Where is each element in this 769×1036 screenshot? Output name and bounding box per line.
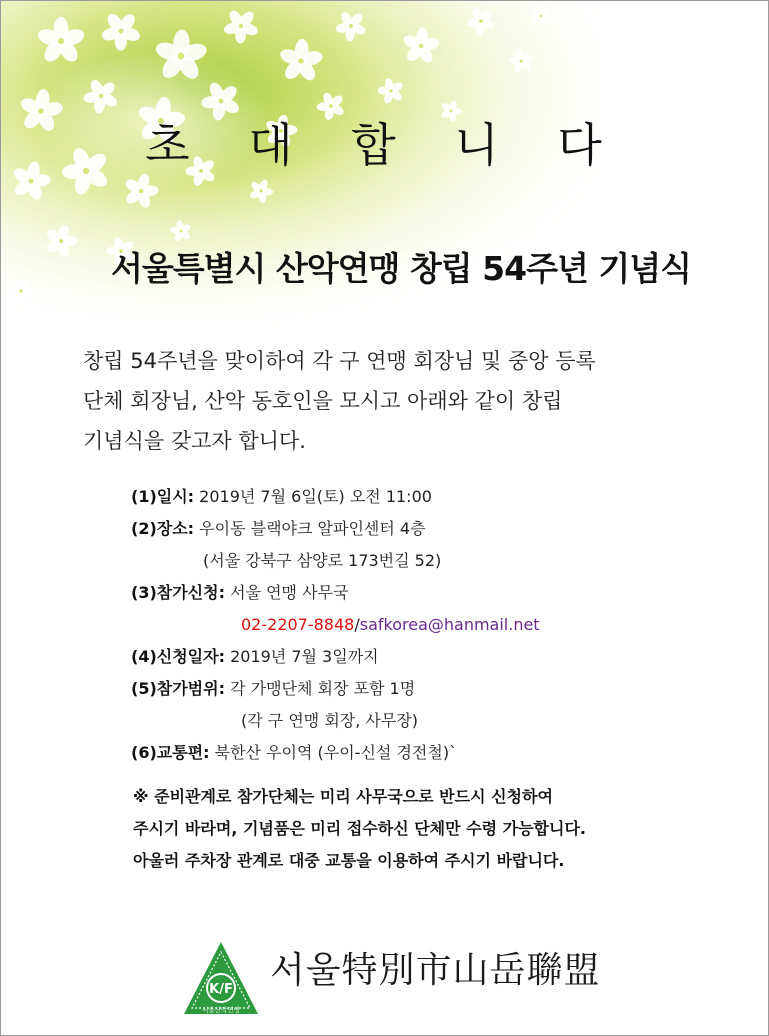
place-value: 우이동 블랙야크 알파인센터 4층 — [199, 519, 426, 538]
place-address: (서울 강북구 삼양로 173번길 52) — [203, 551, 442, 570]
detail-scope — [131, 676, 731, 708]
footer — [182, 938, 622, 1018]
transport-label: (6)교통편: — [131, 743, 210, 762]
federation-logo-icon — [182, 938, 260, 1018]
organization-name: 서울特別市山岳聯盟 — [270, 950, 601, 991]
event-details — [131, 484, 731, 772]
email-address[interactable]: safkorea@hanmail.net — [359, 615, 540, 634]
notice-line: 아울러 주차장 관계로 대중 교통을 이용하여 주시기 바랍니다. — [133, 851, 565, 870]
phone-number: 02-2207-8848 — [241, 615, 355, 634]
apply-label: (3)참가신청: — [131, 583, 225, 602]
event-title: 서울특별시 산악연맹 창립 54주년 기념식 — [111, 249, 691, 288]
intro-paragraph — [83, 341, 723, 461]
transport-value: 북한산 우이역 (우이-신설 경전철)` — [214, 743, 458, 762]
intro-line: 단체 회장님, 산악 동호인을 모시고 아래와 같이 창립 — [83, 389, 563, 413]
notice-line: ※ 준비관계로 참가단체는 미리 사무국으로 반드시 신청하여 — [133, 787, 553, 806]
apply-value: 서울 연맹 사무국 — [230, 583, 349, 602]
contact-separator: / — [354, 615, 360, 634]
detail-transport — [131, 740, 731, 772]
detail-date — [131, 484, 731, 516]
intro-line: 기념식을 갖고자 합니다. — [83, 429, 306, 453]
detail-place-address — [131, 548, 731, 580]
intro-line: 창립 54주년을 맞이하여 각 구 연맹 회장님 및 중앙 등록 — [83, 349, 596, 373]
place-label: (2)장소: — [131, 519, 195, 538]
logo-letters: K/F — [209, 982, 233, 997]
deadline-label: (4)신청일자: — [131, 647, 225, 666]
logo-small-text: 서울산악연맹 — [202, 1006, 240, 1014]
date-label: (1)일시: — [131, 487, 195, 506]
scope-label: (5)참가범위: — [131, 679, 225, 698]
detail-place — [131, 516, 731, 548]
scope-value: 각 가맹단체 회장 포함 1명 — [230, 679, 416, 698]
notice-block — [133, 781, 733, 877]
notice-line: 주시기 바라며, 기념품은 미리 접수하신 단체만 수령 가능합니다. — [133, 819, 587, 838]
deadline-value: 2019년 7월 3일까지 — [230, 647, 379, 666]
detail-contact — [131, 612, 731, 644]
detail-scope-note — [131, 708, 731, 740]
detail-apply — [131, 580, 731, 612]
date-value: 2019년 7월 6일(토) 오전 11:00 — [199, 487, 432, 506]
detail-deadline — [131, 644, 731, 676]
invitation-heading: 초 대 합 니 다 — [145, 118, 624, 172]
scope-note: (각 구 연맹 회장, 사무장) — [241, 711, 419, 730]
